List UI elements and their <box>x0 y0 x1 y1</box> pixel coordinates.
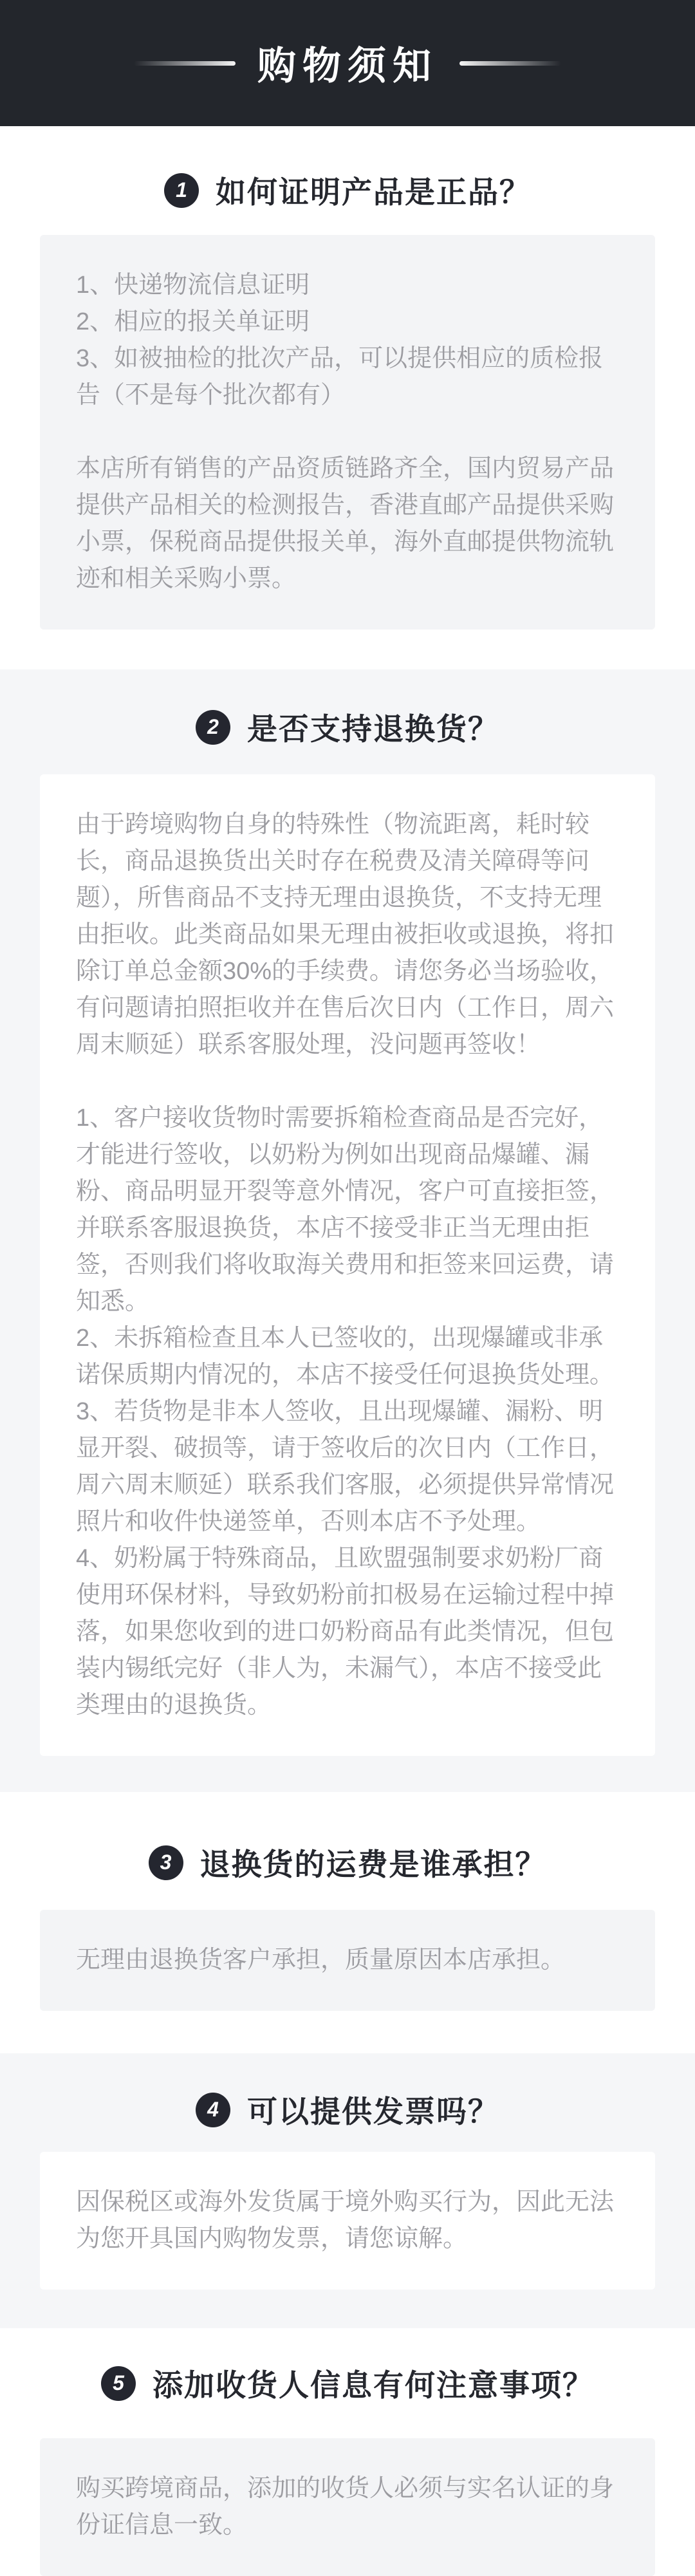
section-1-number-badge: 1 <box>164 173 199 208</box>
list-item: 1、客户接收货物时需要拆箱检查商品是否完好，才能进行签收，以奶粉为例如出现商品爆罐、漏粉、商品明显开裂等意外情况，客户可直接拒签，并联系客服退换货，本店不接受非正当无理由拒签，否则我们将收取海关费用和拒签来回运费，请知悉。 <box>76 1105 615 1315</box>
page-title: 购物须知 <box>257 44 438 88</box>
section-4-content-box <box>40 2152 655 2290</box>
list-item: 4、奶粉属于特殊商品，且欧盟强制要求奶粉厂商使用环保材料，导致奶粉前扣极易在运输过程中掉落，如果您收到的进口奶粉商品有此类情况，但包装内锡纸完好（非人为，未漏气），本店不接受此类理由的退换货。 <box>76 1545 615 1719</box>
section-5-content-box <box>40 2438 655 2576</box>
list-item: 2、未拆箱检查且本人已签收的，出现爆罐或非承诺保质期内情况的，本店不接受任何退换货处理。 <box>76 1325 615 1388</box>
paragraph: 因保税区或海外发货属于境外购买行为，因此无法为您开具国内购物发票，请您谅解。 <box>76 2189 615 2252</box>
section-1-title: 如何证明产品是正品？ <box>216 175 531 209</box>
section-3-number-badge: 3 <box>149 1845 183 1880</box>
paragraph: 购买跨境商品，添加的收货人必须与实名认证的身份证信息一致。 <box>76 2475 615 2539</box>
section-2-heading <box>0 705 695 749</box>
paragraph: 本店所有销售的产品资质链路齐全，国内贸易产品提供产品相关的检测报告，香港直邮产品提供采购小票，保税商品提供报关单，海外直邮提供物流轨迹和相关采购小票。 <box>76 455 615 592</box>
section-5-title: 添加收货人信息有何注意事项？ <box>153 2368 594 2402</box>
page-header <box>0 0 695 126</box>
section-return-shipping-fee <box>0 1792 695 2053</box>
paragraph: 由于跨境购物自身的特殊性（物流距离，耗时较长，商品退换货出关时存在税费及清关障碍等问题），所售商品不支持无理由退换货，不支持无理由拒收。此类商品如果无理由被拒收或退换，将扣除订单总金额30%的手续费。请您务必当场验收，有问题请拍照拒收并在售后次日内（工作日，周六周末顺延）联系客服处理，没问题再签收！ <box>76 811 615 1058</box>
section-2-number-badge: 2 <box>196 710 230 745</box>
section-3-content-box <box>40 1910 655 2011</box>
section-recipient-info <box>0 2328 695 2576</box>
section-invoice <box>0 2053 695 2328</box>
section-3-title: 退换货的运费是谁承担？ <box>199 1847 547 1881</box>
section-return-policy <box>0 669 695 1792</box>
section-authenticity-proof <box>0 126 695 669</box>
list-item: 1、快递物流信息证明 <box>76 272 310 299</box>
section-3-heading <box>0 1841 695 1884</box>
section-2-content-box <box>40 774 655 1756</box>
paragraph: 无理由退换货客户承担，质量原因本店承担。 <box>76 1946 566 1974</box>
section-2-title: 是否支持退换货？ <box>247 712 499 746</box>
header-left-fade-line <box>134 61 236 66</box>
section-5-number-badge: 5 <box>101 2366 136 2401</box>
section-4-title: 可以提供发票吗？ <box>247 2095 499 2129</box>
list-item: 2、相应的报关单证明 <box>76 308 310 335</box>
section-4-number-badge: 4 <box>196 2093 230 2127</box>
section-1-content-box <box>40 235 655 630</box>
section-5-heading <box>0 2362 695 2405</box>
list-item: 3、若货物是非本人签收，且出现爆罐、漏粉、明显开裂、破损等，请于签收后的次日内（工作日，周六周末顺延）联系我们客服，必须提供异常情况照片和收件快递签单，否则本店不予处理。 <box>76 1398 615 1535</box>
list-item: 3、如被抽检的批次产品，可以提供相应的质检报告（不是每个批次都有） <box>76 345 604 409</box>
section-4-heading <box>0 2088 695 2131</box>
section-1-heading <box>0 169 695 212</box>
header-right-fade-line <box>459 61 561 66</box>
